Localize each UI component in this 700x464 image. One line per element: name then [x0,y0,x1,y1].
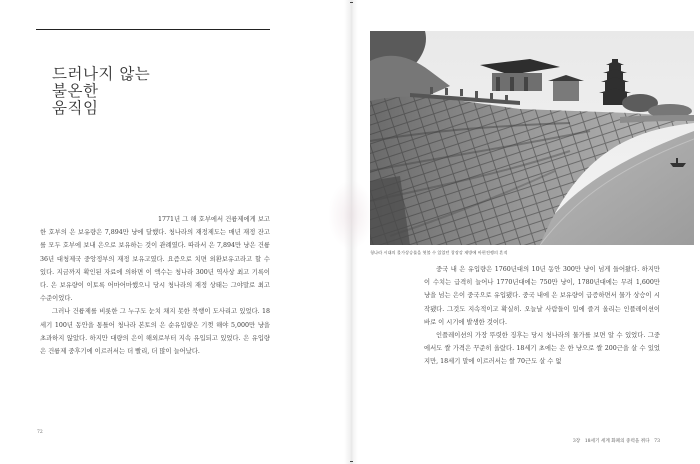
paragraph: 그러나 건륭제를 비롯한 그 누구도 눈치 채지 못한 북행이 도사리고 있었다. 18세기 100년 동안을 통틀어 청나라 본토의 은 순유입량은 기껏 해야 5,000만 냥을 초과하지 않았다. 하지만 대량의 은이 해외로부터 지속 유입되고 있었다. 은 유입량은 건륭제 중후기에 이르러서는 더 빨리, 더 많이 늘어났다. [40,308,270,356]
photo-caption: 청나라 시대의 물가상승률을 엿볼 수 있었던 창장강 제방에 아편전쟁의 흔적 [370,250,508,255]
fold-mark-top [350,2,353,3]
footer-chapter: 3장 [572,439,581,444]
chapter-title-line-1: 드러나지 않는 [52,65,151,83]
chapter-title-line-3: 움직임 [52,99,99,117]
running-footer [570,438,660,444]
chapter-title-line-2: 불온한 [52,82,99,100]
right-page-body [424,263,660,369]
chapter-title [52,66,252,117]
riverbank-wall-photo [370,31,694,245]
left-page-number: 72 [37,430,43,435]
fold-mark-bottom [350,461,353,462]
right-page-number: 73 [654,439,660,444]
chapter-rule [36,29,270,30]
paragraph: 인플레이션의 가장 뚜렷한 징후는 당시 청나라의 물가를 보면 알 수 있었다. 그중에서도 쌀 가격은 꾸준히 올랐다. 18세기 초에는 은 한 냥으로 쌀 200근을 살 수 있었지만, 18세기 말에 이르러서는 쌀 70근도 살 수 없 [424,332,660,366]
footer-title: 18세기 세계 화폐의 중력을 쥐다 [584,439,650,444]
page-ghost-mark [328,180,374,250]
left-page-body [40,213,270,358]
paragraph: 1771년 그 해 호부에서 건륭제에게 보고한 호부의 은 보유량은 7,894만 냥에 달했다. 청나라의 재정제도는 매년 재정 잔고를 모두 호부에 보내 은으로 보유하는 것이 관례였다. 따라서 은 7,894만 냥은 건륭 36년 대청제국 중앙정부의 재정 보유고였다. 요즘으로 치면 외환보유고라고 할 수 있다. 지금까지 확인된 자료에 의하면 이 액수는 청나라 300년 역사상 최고 기록이다. 은 보유량이 이토록 어마어마했으니 당시 청나라의 재정 상태는 그야말로 최고 수준이었다. [40,216,270,303]
paragraph: 중국 내 은 유입량은 1760년대의 10년 동안 300만 냥이 넘게 들어왔다. 하지만 이 수치는 급격히 늘어나 1770년대에는 750만 냥이, 1780년대에는 무려 1,600만 냥을 넘는 은이 중국으로 유입됐다. 중국 내에 은 보유량이 급증하면서 물가 상승이 시작됐다. 그것도 지속적이고 확실히. 오늘날 사람들이 입에 즐겨 올리는 인플레이션이 바로 이 시기에 발생한 것이다. [424,266,660,326]
